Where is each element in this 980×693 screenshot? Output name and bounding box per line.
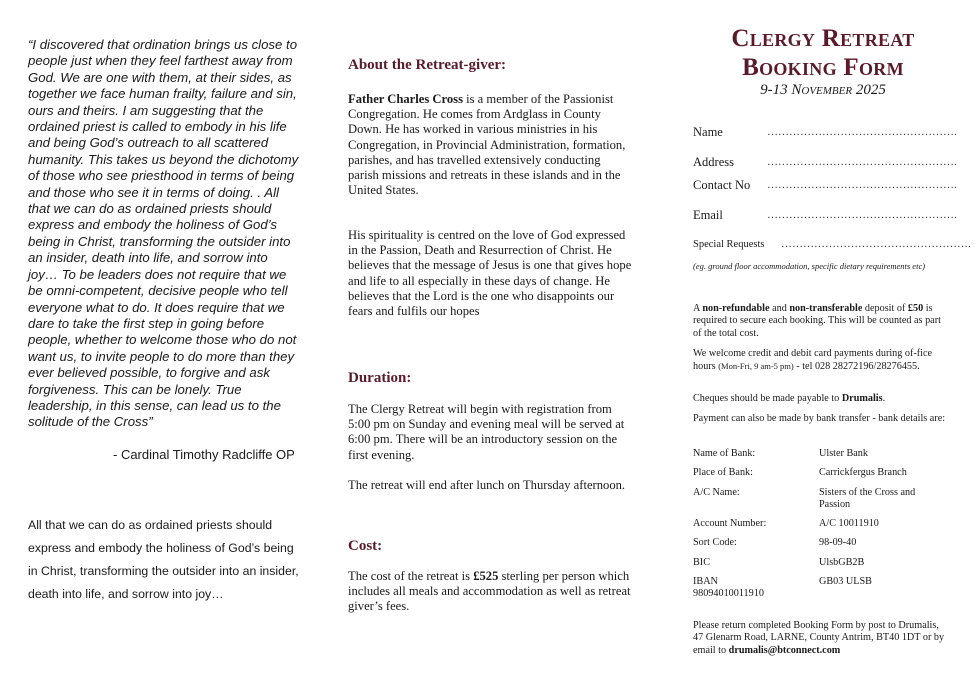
cards-b: - tel 028 28272196/28276455. xyxy=(793,361,920,373)
name-field[interactable]: ……………………………………………. xyxy=(767,126,957,138)
retreat-giver-bio-text: is a member of the Passionist Congregation. He comes from Ardglass in County Down. He has worked in various ministries in his Congregation, in Provincial Administration, formation, parishes, and has travelled extensively conducting parish missions and retreats in these islands and in the United States. xyxy=(348,92,626,198)
cheques-b: . xyxy=(882,393,886,404)
address-label: Address xyxy=(693,155,734,169)
cheques-payee: Drumalis xyxy=(841,393,883,404)
address-field[interactable]: ……………………………………………. xyxy=(767,156,957,168)
bank-key: Name of Bank: xyxy=(693,448,756,459)
bank-value: Sisters of the Cross and Passion xyxy=(819,487,916,511)
special-requests-field[interactable]: ……………………………………………. xyxy=(781,238,971,250)
return-text xyxy=(693,620,951,657)
email-field[interactable]: ……………………………………………. xyxy=(767,209,957,221)
cost-text xyxy=(348,569,633,615)
return-email-link[interactable]: drumalis@btconnect.com xyxy=(728,644,841,656)
cards-text xyxy=(693,348,951,374)
special-requests-label: Special Requests xyxy=(693,239,765,250)
quote-text: “I discovered that ordination brings us close to people just when they feel farthest away from God. We are one with them, at their sides, as together we face human frailty, failure and sin, ours and theirs. I am suggesting that the ordained priest is called to embody in his life and being God’s outreach to all scattered humanity. This takes us beyond the dichotomy of those who see priesthood in terms of being and those who see it in terms of doing. . All that we can do as ordained priests should express and embody the holiness of God’s being in Christ, transforming the outsider into an insider, death into life, and sorrow into joy… To be leaders does not require that we be omni-competent, decisive people who tell everyone what to do. It does require that we dare to take the first step in going before people, whether to welcome those who do not want us, to invite people to do more than they ever believed possible, to forgive and ask forgiveness. This can be lonely. True leadership, in this sense, can lead us to the solitude of the Cross” xyxy=(28,37,299,430)
name-label: Name xyxy=(693,125,723,139)
cost-pre: The cost of the retreat is xyxy=(348,569,474,583)
cost-amount: £525 xyxy=(473,569,499,583)
deposit-nontrans: non-transferable xyxy=(789,303,863,314)
deposit-c: is required to secure each booking. This will be counted as part of the total cost. xyxy=(693,303,941,339)
deposit-nonref: non-refundable xyxy=(702,303,770,314)
duration-heading: Duration: xyxy=(348,370,412,386)
form-title-line-1: Clergy Retreat xyxy=(731,25,915,52)
retreat-giver-name: Father Charles Cross xyxy=(348,92,463,106)
contact-field[interactable]: ……………………………………………. xyxy=(767,179,957,191)
summary-text: All that we can do as ordained priests should express and embody the holiness of God’s being in Christ, transforming the outsider into an insider, death into life, and sorrow into joy… xyxy=(28,518,299,601)
form-title-line-2: Booking Form xyxy=(742,54,904,81)
duration-text-1: The Clergy Retreat will begin with registration from 5:00 pm on Sunday and evening meal will be served at 6:00 pm. There will be an introductory session on the first evening. xyxy=(348,402,625,462)
retreat-giver-spirituality: His spirituality is centred on the love of God expressed in the Passion, Death and Resurrection of Christ. He believes that the message of Jesus is one that gives hope and life to all especially in these days of change. He believes that the Lord is the one who disappoints our fears and fulfils our hopes xyxy=(348,228,632,319)
bank-value: UlsbGB2B xyxy=(819,557,865,568)
bank-key: Account Number: xyxy=(693,518,767,529)
return-a: Please return completed Booking Form by post to Drumalis, 47 Glenarm Road, LARNE, County Antrim, BT40 1DT or by email to xyxy=(693,620,945,656)
bank-value: Ulster Bank xyxy=(819,448,868,459)
deposit-text xyxy=(693,303,951,340)
deposit-a: A xyxy=(693,303,703,314)
quote-author: - Cardinal Timothy Radcliffe OP xyxy=(113,447,295,462)
cards-hours: (Mon-Fri, 9 am-5 pm) xyxy=(718,361,794,372)
bank-key: A/C Name: xyxy=(693,487,740,498)
bank-value: 98-09-40 xyxy=(819,537,857,548)
deposit-amount: £50 xyxy=(907,303,924,314)
bank-key: Place of Bank: xyxy=(693,467,753,478)
bank-key: Sort Code: xyxy=(693,537,737,548)
cost-heading: Cost: xyxy=(348,538,383,554)
retreat-giver-bio xyxy=(348,92,633,198)
special-requests-note: (eg. ground floor accommodation, specific dietary requirements etc) xyxy=(693,261,926,271)
cards-a: We welcome credit and debit card payments during of-fice hours xyxy=(693,348,933,373)
cheques-a: Cheques should be made payable to xyxy=(693,393,842,404)
bank-value: A/C 10011910 xyxy=(819,518,879,529)
form-dates: 9-13 November 2025 xyxy=(760,82,886,98)
contact-label: Contact No xyxy=(693,178,751,192)
duration-text-2: The retreat will end after lunch on Thursday afternoon. xyxy=(348,478,626,492)
email-label: Email xyxy=(693,208,723,222)
bank-value: Carrickfergus Branch xyxy=(819,467,907,478)
cost-post: sterling per person which includes all meals and accommodation as well as retreat giver’s fees. xyxy=(348,569,631,614)
bank-value: GB03 ULSB xyxy=(819,576,872,587)
bank-intro: Payment can also be made by bank transfer - bank details are: xyxy=(693,413,946,424)
iban-number: 98094010011910 xyxy=(693,588,764,599)
deposit-b: deposit of xyxy=(862,303,908,314)
retreat-giver-heading: About the Retreat-giver: xyxy=(348,57,507,73)
cheques-text xyxy=(693,393,951,405)
bank-key: BIC xyxy=(693,557,710,568)
bank-key: IBAN xyxy=(693,576,718,587)
deposit-and: and xyxy=(769,303,790,314)
